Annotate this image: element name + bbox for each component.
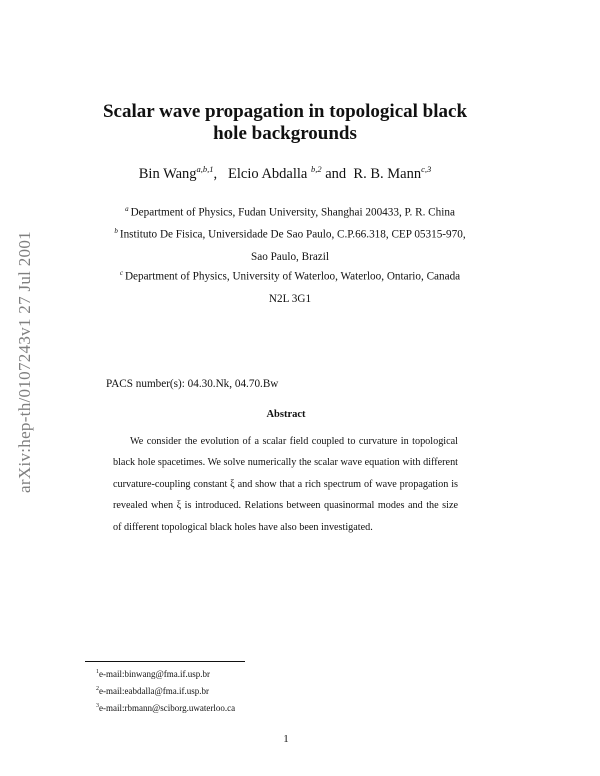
author-affiliation-marks: a,b,1	[196, 164, 214, 174]
author-affiliation-marks: b,2	[310, 164, 322, 174]
author-separator: ,	[213, 165, 225, 182]
affiliation-b	[80, 220, 500, 268]
affiliation-text: Department of Physics, Fudan University, Shanghai 200433, P. R. China	[130, 206, 455, 219]
footnote-email: e-mail:rbmann@sciborg.uwaterloo.ca	[99, 703, 236, 713]
affiliation-line: Sao Paulo, Brazil	[251, 250, 329, 263]
affiliation-mark: b	[114, 227, 118, 235]
affiliation-c	[80, 262, 500, 310]
footnote-mark: 3	[96, 703, 99, 709]
footnote-rule	[85, 661, 245, 662]
author-name: Bin Wang	[138, 165, 197, 182]
abstract-heading: Abstract	[266, 409, 306, 420]
author-name: R. B. Mann	[353, 165, 422, 182]
affiliation-mark: a	[125, 205, 129, 213]
footnote-mark: 1	[96, 669, 99, 675]
footnote-email: e-mail:binwang@fma.if.usp.br	[99, 669, 211, 679]
affiliation-line: N2L 3G1	[268, 292, 312, 305]
arxiv-side-stamp	[2, 212, 48, 512]
footnote-3	[96, 703, 235, 713]
footnote-1	[96, 669, 210, 679]
abstract-body: We consider the evolution of a scalar field coupled to curvature in topological black hole spacetimes. We solve numerically the scalar wave equation with different curvature-coupling constant ξ and show that a rich spectrum of wave propagation is revealed when ξ is introduced. Relations between quasinormal modes and the size of different topological black holes have also been investigated.	[113, 436, 458, 533]
author-line	[70, 164, 500, 183]
arxiv-identifier: arXiv:hep-th/0107243v1 27 Jul 2001	[15, 231, 34, 493]
footnote-2	[96, 686, 209, 696]
affiliation-mark: c	[119, 269, 123, 277]
author-name: Elcio Abdalla	[228, 165, 311, 182]
author-separator: and	[321, 165, 350, 182]
affiliation-text: Department of Physics, University of Waterloo, Waterloo, Ontario, Canada	[124, 270, 461, 283]
author-affiliation-marks: c,3	[421, 164, 432, 174]
affiliation-text: Instituto De Fisica, Universidade De Sao Paulo, C.P.66.318, CEP 05315-970,	[119, 228, 466, 241]
paper-title: Scalar wave propagation in topological black hole backgrounds	[102, 101, 468, 144]
footnote-email: e-mail:eabdalla@fma.if.usp.br	[99, 686, 209, 696]
page-number: 1	[283, 733, 289, 745]
footnote-mark: 2	[96, 686, 99, 692]
pacs-numbers: PACS number(s): 04.30.Nk, 04.70.Bw	[106, 378, 279, 390]
affiliation-line	[80, 220, 500, 246]
affiliation-line	[80, 262, 500, 288]
